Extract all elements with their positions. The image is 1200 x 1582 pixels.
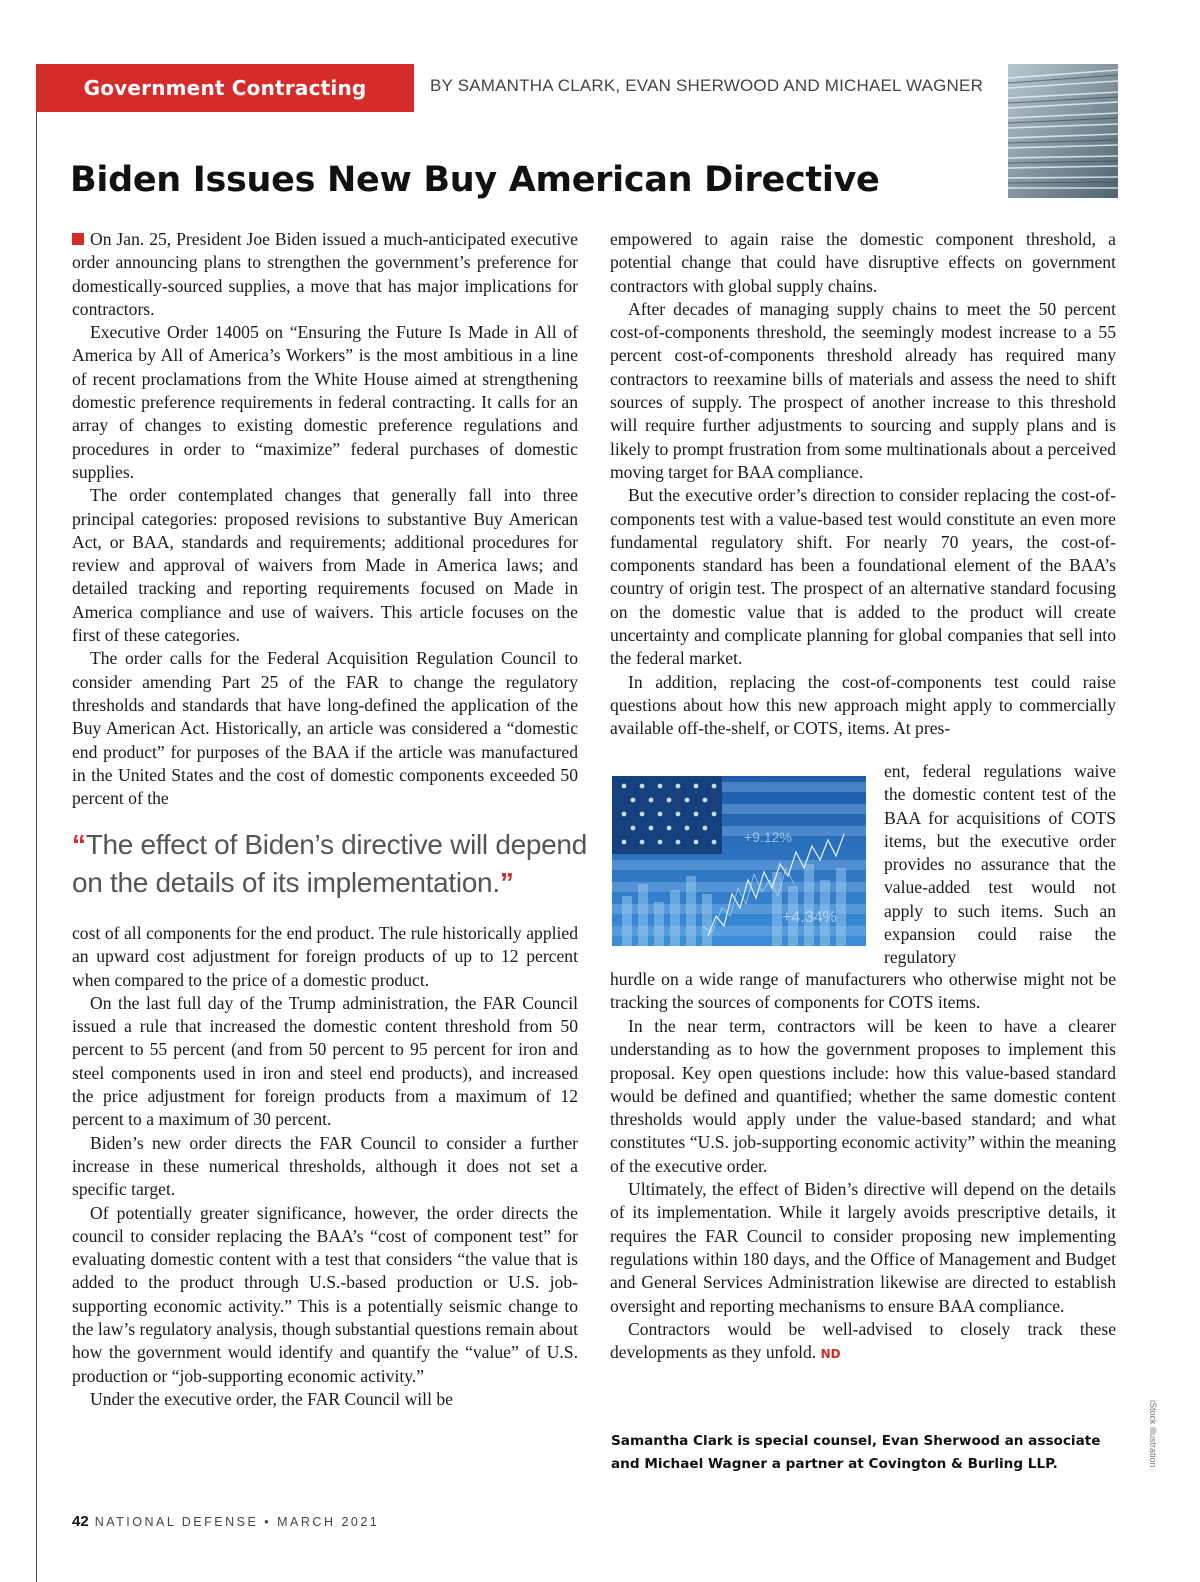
paragraph: Of potentially greater significance, however, the order directs the council to consider replacing the BAA’s “cost of component test” for evaluating domestic content with a test that considers “the value that is added to the product through U.S.-based production or U.S. job-supporting economic activity.” This is a potentially seismic change to the law’s regulatory analysis, though substantial questions remain about how the government would identify and quantify the “value” of U.S. production or “job-supporting economic activity.” [72, 1202, 578, 1386]
photo-credit: iStock illustration [1148, 1400, 1158, 1468]
paragraph: On the last full day of the Trump administration, the FAR Council issued a rule that increased the domestic content threshold from 50 percent to 55 percent (and from 50 percent to 95 percent for iron and steel components used in iron and steel end products), and increased the price adjustment for foreign products from a maximum of 12 percent to a maximum of 30 percent. [72, 992, 578, 1130]
publication-info: NATIONAL DEFENSE • MARCH 2021 [94, 1515, 380, 1529]
margin-rule [36, 96, 37, 1582]
paragraph: In addition, replacing the cost-of-components test could raise questions about how this new approach might apply to commercially available off-the-shelf, or COTS, items. At pres- [610, 671, 1116, 739]
department-label: Government Contracting Insights [36, 64, 414, 112]
paragraph: empowered to again raise the domestic component threshold, a potential change that could have disruptive effects on government contractors with global supply chains. [610, 229, 1116, 296]
pull-quote-text: The effect of Biden’s directive will depend on the details of its implementation. [72, 829, 587, 898]
red-square-bullet [72, 233, 84, 245]
closing-paragraph: Contractors would be well-advised to closely track these developments as they unfold. ND [610, 1318, 1116, 1363]
overlay-label-top: +9.12% [744, 829, 792, 845]
paragraph: Ultimately, the effect of Biden’s directive will depend on the details of its implementation. While it largely avoids prescriptive details, it requires the FAR Council to consider proposing new implementing regulations within 180 days, and the Office of Management and Budget and General Services Administration likewise are directed to establish oversight and reporting mechanisms to ensure BAA compliance. [610, 1179, 1116, 1316]
byline: BY SAMANTHA CLARK, EVAN SHERWOOD AND MICHAEL WAGNER [430, 76, 984, 95]
paragraph: Biden’s new order directs the FAR Council to consider a further increase in these numerical thresholds, although it does not set a specific target. [72, 1132, 578, 1200]
page-number: 42 [72, 1513, 89, 1530]
paragraph: The order contemplated changes that generally fall into three principal categories: proposed revisions to substantive Buy American Act, or BAA, standards and requirements; additional procedures for review and approval of waivers from Made in America laws; and detailed tracking and reporting requirements focused on Made in America compliance and use of waivers. This article focuses on the first of these categories. [72, 485, 578, 646]
paragraph: The order calls for the Federal Acquisition Regulation Council to consider amending Part 25 of the FAR to change the regulatory thresholds and standards that have long-defined the application of the Buy American Act. Historically, an article was considered a “domestic end product” for purposes of the BAA if the article was manufactured in the United States and the cost of domestic components exceeded 50 percent of the [72, 648, 578, 809]
column-2-bottom [610, 1015, 1116, 1366]
quote-open-mark: “ [72, 829, 86, 860]
paragraph: After decades of managing supply chains to meet the 50 percent cost-of-components threshold, the seemingly modest increase to a 55 percent cost-of-components threshold already has required many contractors to reexamine bills of materials and assess the need to shift sources of supply. The prospect of another increase to this threshold will require further adjustments to sourcing and supply plans and is likely to prompt frustration from some multinationals about a perceived moving target for BAA compliance. [610, 298, 1116, 482]
column-1-top [72, 228, 578, 810]
lead-paragraph: On Jan. 25, President Joe Biden issued a much-anticipated executive order announcing plans to strengthen the government’s preference for domestically-sourced supplies, a move that has major implications for contractors. [72, 229, 578, 319]
column-2-top [610, 228, 1116, 741]
pull-quote [72, 826, 592, 902]
overlay-label-bottom: +4.34% [782, 909, 837, 926]
headline: Biden Issues New Buy American Directive [70, 160, 880, 200]
paragraph: Under the executive order, the FAR Council will be [90, 1388, 453, 1409]
column-2-continued [610, 968, 1116, 1015]
quote-close-mark: ” [499, 867, 514, 898]
column-2-wrap [884, 760, 1116, 970]
author-bio: Samantha Clark is special counsel, Evan Sherwood an associate and Michael Wagner a partner at Covington & Burling LLP. [611, 1433, 1101, 1472]
paper-stack-photo [1008, 64, 1118, 198]
column-1-bottom [72, 922, 578, 1411]
page-footer [72, 1513, 379, 1530]
paragraph: hurdle on a wide range of manufacturers who otherwise might not be tracking the sources of components for COTS items. [610, 969, 1116, 1013]
paragraph: ent, federal regulations waive the domestic content test of the BAA for acquisitions of COTS items, but the executive order provides no assurance that the value-added test would not apply to such items. Such an expansion could raise the regulatory [884, 761, 1116, 968]
paragraph: In the near term, contractors will be keen to have a clearer understanding as to how the government proposes to implement this proposal. Key open questions include: how this value-based standard would be defined and quantified; whether the same domestic content thresholds would apply under the value-based standard; and what constitutes “U.S. job-supporting economic activity” within the meaning of the executive order. [610, 1016, 1116, 1176]
end-mark: ND [820, 1347, 841, 1362]
flag-chart-illustration [612, 776, 866, 946]
paragraph: But the executive order’s direction to consider replacing the cost-of-components test with a value-based test would constitute an even more fundamental regulatory shift. For nearly 70 years, the cost-of-components standard has been a foundational element of the BAA’s country of origin test. The prospect of an alternative standard focusing on the domestic value that is added to the product will create uncertainty and complicate planning for global companies that sell into the federal market. [610, 485, 1116, 669]
paragraph: cost of all components for the end product. The rule historically applied an upward cost adjustment for foreign products of up to 12 percent when compared to the price of a domestic product. [72, 923, 578, 990]
paragraph: Executive Order 14005 on “Ensuring the Future Is Made in All of America by All of America’s Workers” is the most ambitious in a line of recent proclamations from the White House aimed at strengthening domestic preference requirements in federal contracting. It calls for an array of changes to existing domestic preference regulations and procedures in order to “maximize” federal purchases of domestic supplies. [72, 322, 578, 482]
